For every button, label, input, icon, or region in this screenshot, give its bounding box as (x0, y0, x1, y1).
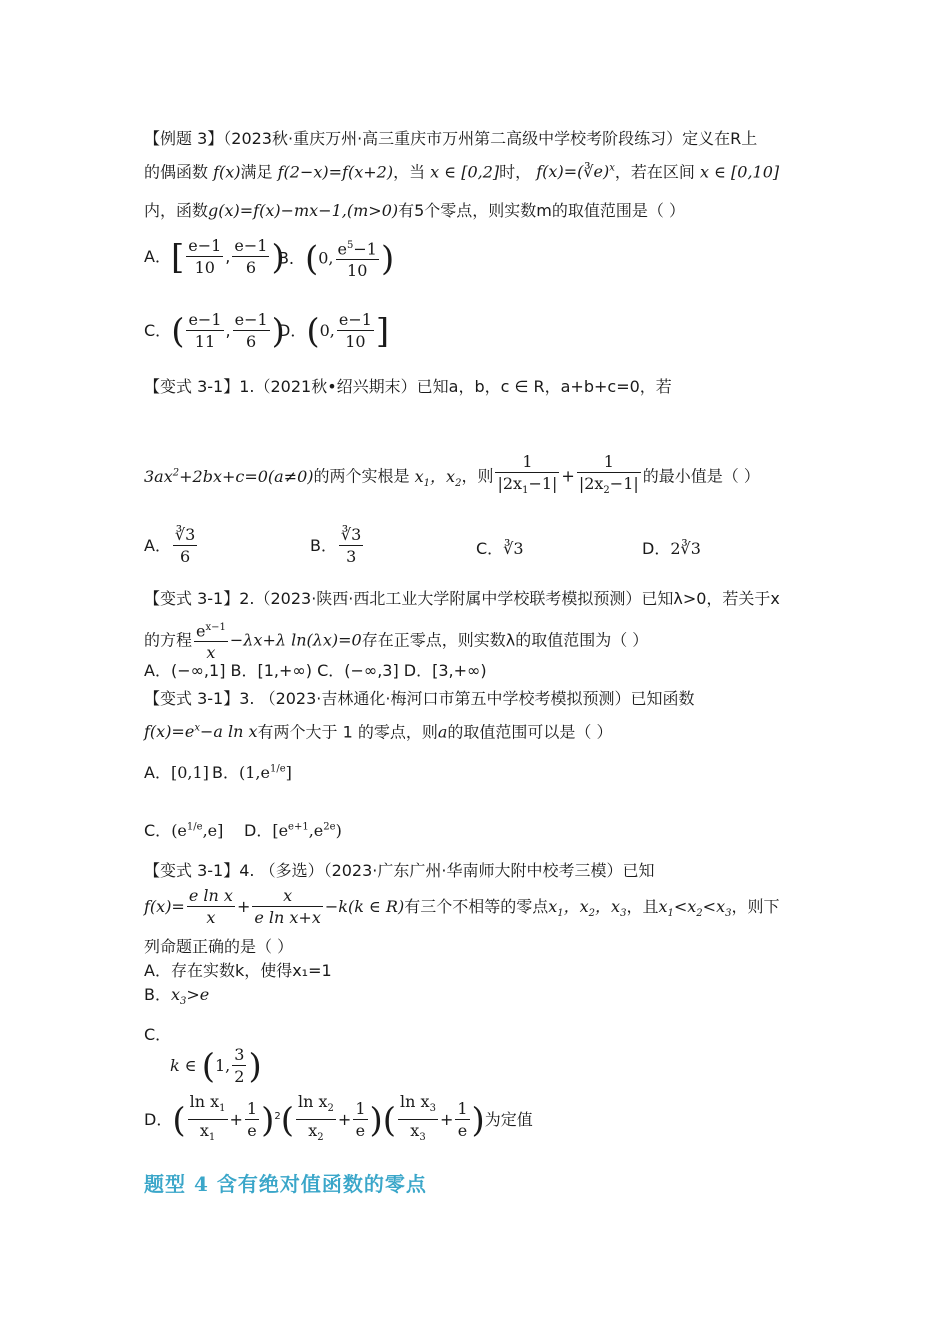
variant1-option-b: B． $\frac{∛3}{3}$ (310, 525, 362, 566)
math-equation: −λx+λ ln(λx)=0 (229, 630, 362, 650)
variant4-line2: f(x)= $\frac{\text{e ln x}}{x}$ + $\frac{x}{\text{e ln x+x}}$ −k(k ∈ R)有三个不相等的零点$x_1$，$x_2$，$x_3$，且$x_1<x_2<x_3$，则下 (144, 886, 780, 927)
example3-option-a: A．[ $\frac{e-1}{10}$ , $\frac{e-1}{6}$ ) (144, 236, 285, 278)
variant4-line1: 【变式 3-1】4. （多选）（2023·广东广州·华南师大附中校考三模）已知 (144, 861, 655, 880)
variant4-option-b: B．$x_3>e$ (144, 985, 210, 1008)
variant4-option-d: D．( $\frac{\ln x_1}{x_1}$ + $\frac{1}{e}$ )$^2$( $\frac{\ln x_2}{x_2}$ + $\frac{1}{e}$ )( $\frac{\ln x_3}{x_3}$ + $\frac{1}{e}$ )为定值 (144, 1092, 533, 1144)
math-interval: x ∈ [0,10] (694, 162, 780, 182)
variant1-line2: $3ax^2+2bx+c=0(a\ne 0)$的两个实根是 $x_1$，$x_2$，则 $\frac{1}{|2x_1-1|}$ + $\frac{1}{|2x_2-1|}$ 的最小值是（ ） (144, 452, 760, 497)
math-def: f(x)=(∛e)$^x$ (531, 162, 615, 182)
example3-option-d: D．(0, $\frac{e-1}{10}$ ] (278, 310, 390, 352)
variant2-line2: 的方程 $\frac{e^{x-1}}{x}$ −λx+λ ln(λx)=0存在正零点，则实数λ的取值范围为（ ） (144, 618, 648, 664)
math-quadratic: $3ax^2+2bx+c=0(a\ne 0)$ (144, 466, 314, 486)
variant3-option-c: C．$(e^{1/e},e]$ (144, 821, 224, 840)
variant3-line1: 【变式 3-1】3. （2023·吉林通化·梅河口市第五中学校考模拟预测）已知函数 (144, 689, 695, 708)
variant2-options: A．(−∞,1] B．[1,+∞) C．(−∞,3] D．[3,+∞) (144, 661, 487, 680)
math-fx: f(x) (208, 162, 241, 182)
math-roots: $x_1$，$x_2$ (409, 466, 462, 489)
section-heading: 题型 4 含有绝对值函数的零点 (144, 1172, 427, 1196)
variant3-option-d: D．$[e^{e+1},e^{2e})$ (244, 821, 342, 840)
math-fx-ln: f(x)= (144, 897, 185, 916)
example3-option-c: C．( $\frac{e-1}{11}$ , $\frac{e-1}{6}$ ) (144, 310, 285, 352)
math-fx-exp: $f(x)=e^x-a$ ln x (144, 722, 258, 742)
variant4-option-a: A．存在实数k，使得x₁=1 (144, 961, 332, 980)
example3-line1: 【例题 3】（2023秋·重庆万州·高三重庆市万州第二高级中学校考阶段练习）定义在R上 (144, 129, 758, 148)
math-a: a (437, 722, 448, 742)
variant1-option-c: C．∛3 (476, 539, 524, 558)
math-symmetry: f(2−x)=f(x+2) (272, 162, 394, 182)
variant1-line1: 【变式 3-1】1.（2021秋•绍兴期末）已知a，b，c ∈ R，a+b+c=0，若 (144, 377, 672, 396)
variant3-line2: $f(x)=e^x-a$ ln x有两个大于 1 的零点，则a的取值范围可以是（ ） (144, 722, 613, 742)
variant3-option-a: A．[0,1] (144, 763, 209, 782)
variant4-line3: 列命题正确的是（ ） (144, 937, 294, 956)
example3-line3: 内，函数g(x)=f(x)−mx−1,(m>0)有5个零点，则实数m的取值范围是（ ） (144, 201, 685, 220)
variant1-option-d: D．2∛3 (642, 539, 701, 558)
math-gx: g(x)=f(x)−mx−1,(m>0) (208, 201, 399, 220)
variant1-option-a: A． $\frac{∛3}{6}$ (144, 525, 196, 566)
variant4-option-c: C． k ∈ (1, $\frac{3}{2}$ ) (144, 1025, 262, 1087)
example3-line2: 的偶函数 f(x)满足 f(2−x)=f(x+2)，当 x ∈ [0,2]时， f(x)=(∛e)$^x$，若在区间 x ∈ [0,10] (144, 162, 780, 182)
variant3-option-b: B．$(1,e^{1/e}]$ (212, 763, 292, 782)
example3-option-b: B．(0, $\frac{e^5-1}{10}$ ) (278, 236, 394, 282)
math-domain: x ∈ [0,2] (425, 162, 500, 182)
variant2-line1: 【变式 3-1】2.（2023·陕西·西北工业大学附属中学校联考模拟预测）已知λ>0，若关于x (144, 589, 780, 608)
